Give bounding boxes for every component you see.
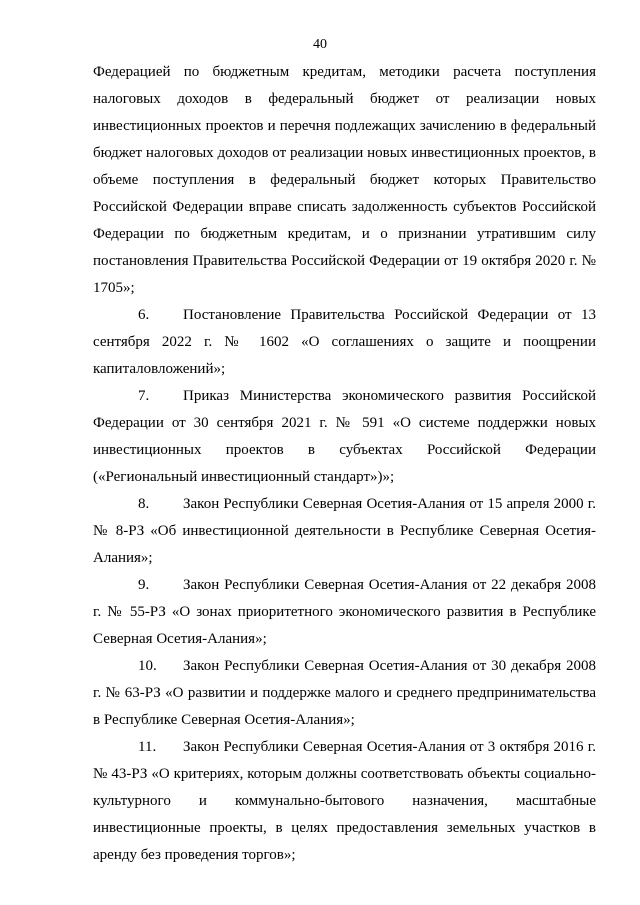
list-item-number: 10. [138,658,157,674]
list-item-number: 11. [138,739,157,755]
list-item [93,302,596,383]
list-item-text: Закон Республики Северная Осетия-Алания от 3 октября 2016 г. № 43-РЗ «О критериях, которым должны соответствовать объекты социально-культурного и коммунально-бытового назначения, масштабные инвестиционные проекты, в целях предоставления земельных участков в аренду без проведения торгов»; [93,739,596,863]
list-item-number: 8. [138,496,150,512]
list-item-text: Закон Республики Северная Осетия-Алания от 22 декабря 2008 г. № 55-РЗ «О зонах приоритетного экономического развития в Республике Северная Осетия-Алания»; [93,577,596,647]
list-item-number: 9. [138,577,150,593]
paragraph-continuation [93,59,596,302]
list-item-text: Закон Республики Северная Осетия-Алания от 15 апреля 2000 г. № 8-РЗ «Об инвестиционной деятельности в Республике Северная Осетия-Алания»; [93,496,596,566]
list-item-number: 7. [138,388,150,404]
list-item [93,383,596,491]
list-item-number: 6. [138,307,150,323]
list-item [93,491,596,572]
document-body [93,59,596,869]
list-item-text: Закон Республики Северная Осетия-Алания от 30 декабря 2008 г. № 63-РЗ «О развитии и поддержке малого и среднего предпринимательства в Республике Северная Осетия-Алания»; [93,658,596,728]
list-item-text: Постановление Правительства Российской Федерации от 13 сентября 2022 г. № 1602 «О соглашениях о защите и поощрении капиталовложений»; [93,307,596,377]
list-item [93,653,596,734]
page-number: 40 [313,37,327,52]
list-item-text: Приказ Министерства экономического развития Российской Федерации от 30 сентября 2021 г. № 591 «О системе поддержки новых инвестиционных проектов в субъектах Российской Федерации («Региональный инвестиционный стандарт»)»; [93,388,596,485]
paragraph-text: Федерацией по бюджетным кредитам, методики расчета поступления налоговых доходов в федеральный бюджет от реализации новых инвестиционных проектов и перечня подлежащих зачислению в федеральный бюджет налоговых доходов от реализации новых инвестиционных проектов, в объеме поступления в федеральный бюджет которых Правительство Российской Федерации вправе списать задолженность субъектов Российской Федерации по бюджетным кредитам, и о признании утратившим силу постановления Правительства Российской Федерации от 19 октября 2020 г. № 1705»; [93,64,596,296]
list-item [93,572,596,653]
list-item [93,734,596,869]
